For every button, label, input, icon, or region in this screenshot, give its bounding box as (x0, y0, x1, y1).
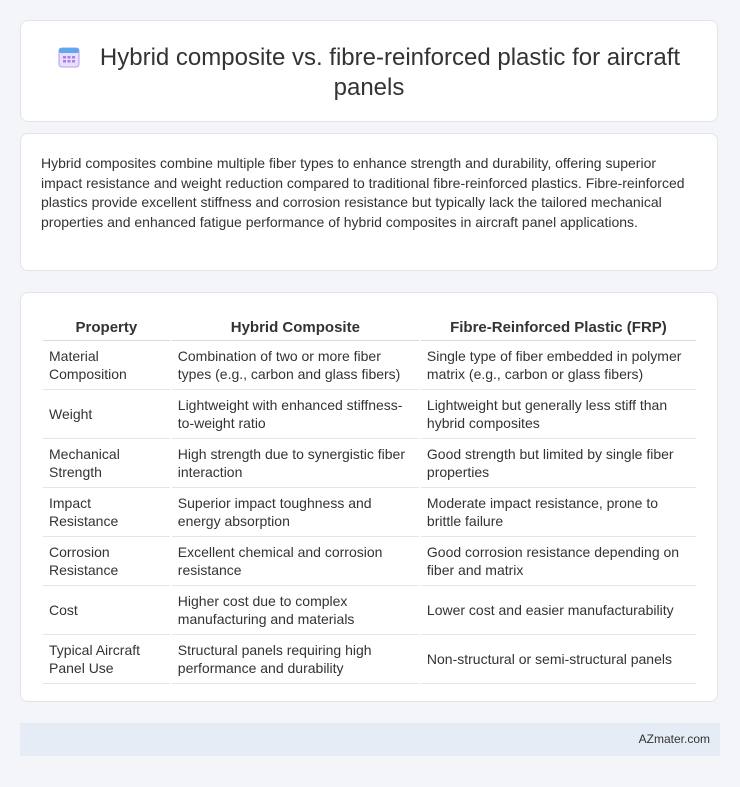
table-header-row (43, 313, 696, 341)
row-frp: Non-structural or semi-structural panels (421, 635, 696, 684)
row-frp: Good corrosion resistance depending on fiber and matrix (421, 537, 696, 586)
page-title-wrap (21, 43, 717, 103)
table-row (43, 390, 696, 439)
footer-brand[interactable]: AZmater.com (638, 732, 710, 746)
row-hybrid: High strength due to synergistic fiber interaction (172, 439, 419, 488)
row-property: Impact Resistance (43, 488, 170, 537)
calendar-icon (58, 46, 80, 68)
row-hybrid: Combination of two or more fiber types (e.g., carbon and glass fibers) (172, 341, 419, 390)
table-row (43, 635, 696, 684)
summary-text: Hybrid composites combine multiple fiber types to enhance strength and durability, offering superior impact resistance and weight reduction compared to traditional fibre-reinforced plastics. Fibre-reinforced plastics provide excellent stiffness and corrosion resistance but typically lack the tailored mechanical properties and enhanced fatigue performance of hybrid composites in aircraft panel applications. (41, 155, 685, 230)
header-property: Property (43, 313, 170, 341)
header-frp: Fibre-Reinforced Plastic (FRP) (421, 313, 696, 341)
row-property: Weight (43, 390, 170, 439)
row-hybrid: Lightweight with enhanced stiffness-to-weight ratio (172, 390, 419, 439)
header-hybrid: Hybrid Composite (172, 313, 419, 341)
row-frp: Lightweight but generally less stiff than hybrid composites (421, 390, 696, 439)
row-frp: Single type of fiber embedded in polymer matrix (e.g., carbon or glass fibers) (421, 341, 696, 390)
row-hybrid: Superior impact toughness and energy absorption (172, 488, 419, 537)
row-property: Mechanical Strength (43, 439, 170, 488)
page-title: Hybrid composite vs. fibre-reinforced plastic for aircraft panels (99, 44, 681, 101)
table-row (43, 341, 696, 390)
row-property: Cost (43, 586, 170, 635)
table-row (43, 586, 696, 635)
comparison-table-card (20, 292, 718, 702)
row-hybrid: Higher cost due to complex manufacturing and materials (172, 586, 419, 635)
row-property: Corrosion Resistance (43, 537, 170, 586)
row-frp: Good strength but limited by single fiber properties (421, 439, 696, 488)
row-frp: Lower cost and easier manufacturability (421, 586, 696, 635)
title-card (20, 20, 718, 122)
row-hybrid: Excellent chemical and corrosion resistance (172, 537, 419, 586)
summary-card (20, 133, 718, 271)
table-row (43, 439, 696, 488)
row-property: Typical Aircraft Panel Use (43, 635, 170, 684)
row-hybrid: Structural panels requiring high performance and durability (172, 635, 419, 684)
table-row (43, 537, 696, 586)
comparison-table (41, 313, 698, 684)
footer-bar (20, 723, 720, 756)
row-frp: Moderate impact resistance, prone to brittle failure (421, 488, 696, 537)
row-property: Material Composition (43, 341, 170, 390)
table-row (43, 488, 696, 537)
